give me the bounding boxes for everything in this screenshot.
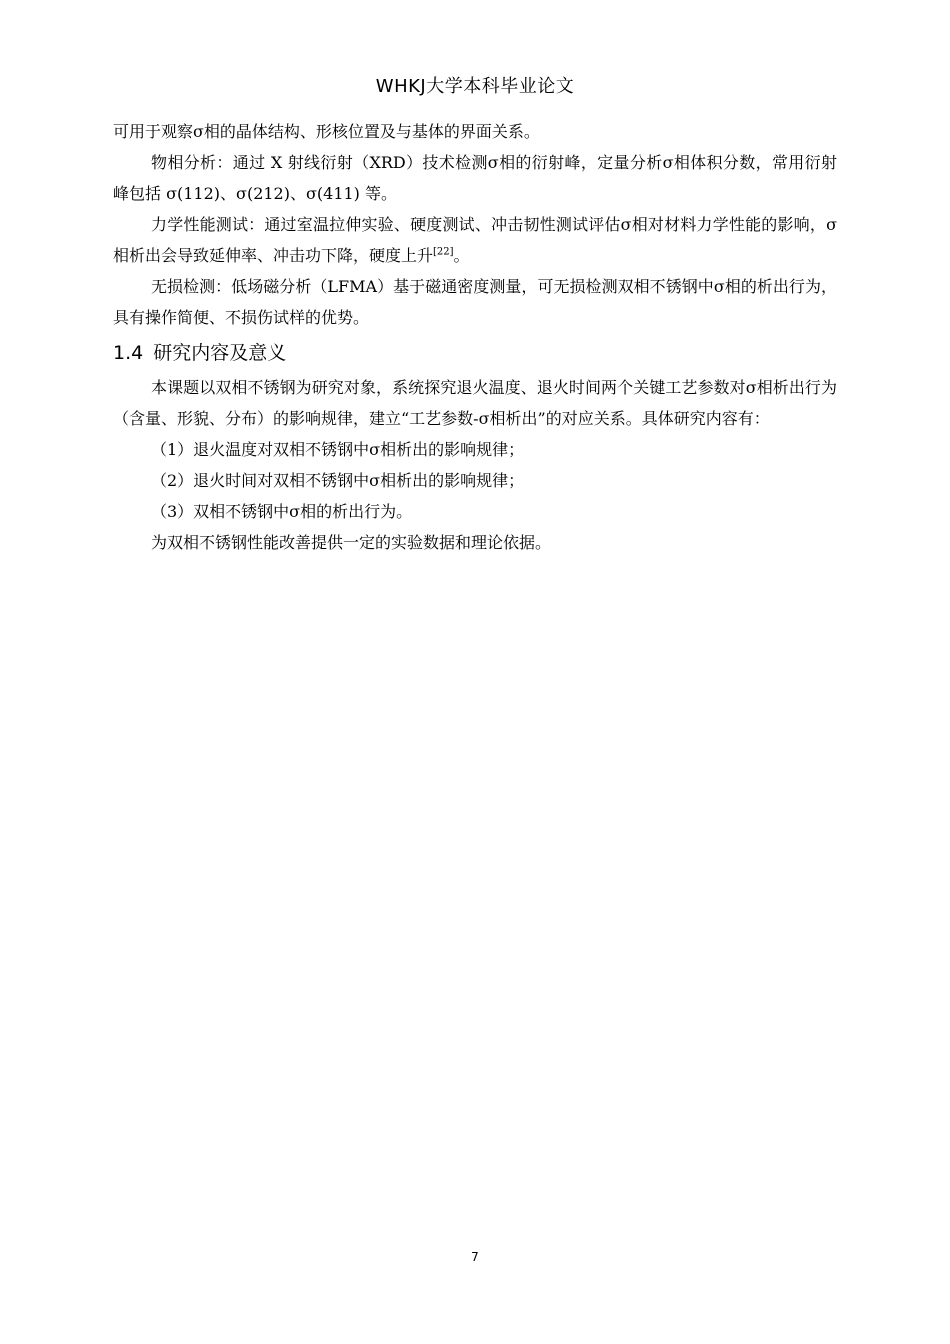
list-item: （2）退火时间对双相不锈钢中σ相析出的影响规律； bbox=[151, 471, 525, 490]
list-item: （1）退火温度对双相不锈钢中σ相析出的影响规律； bbox=[151, 440, 525, 459]
mechanical-testing-text: 力学性能测试：通过室温拉伸实验、硬度测试、冲击韧性测试评估σ相对材料力学性能的影响，σ相析出会导致延伸率、冲击功下降，硬度上升 bbox=[113, 215, 837, 265]
page-header: WHKJ大学本科毕业论文 bbox=[375, 76, 575, 97]
section-heading bbox=[113, 337, 837, 369]
paragraph-mechanical-testing bbox=[113, 209, 837, 271]
paragraph-nondestructive-testing: 无损检测：低场磁分析（LFMA）基于磁通密度测量，可无损检测双相不锈钢中σ相的析出行为，具有操作简便、不损伤试样的优势。 bbox=[113, 277, 837, 327]
section-number: 1.4 bbox=[113, 342, 144, 364]
page-number: 7 bbox=[471, 1250, 479, 1264]
paragraph-section-intro: 本课题以双相不锈钢为研究对象，系统探究退火温度、退火时间两个关键工艺参数对σ相析出行为（含量、形貌、分布）的影响规律，建立“工艺参数-σ相析出”的对应关系。具体研究内容有： bbox=[113, 378, 837, 428]
page-content bbox=[113, 116, 837, 558]
section-title: 研究内容及意义 bbox=[153, 342, 287, 364]
paragraph-phase-analysis: 物相分析：通过 X 射线衍射（XRD）技术检测σ相的衍射峰，定量分析σ相体积分数，常用衍射峰包括 σ(112)、σ(212)、σ(411) 等。 bbox=[113, 153, 837, 203]
paragraph-closing: 为双相不锈钢性能改善提供一定的实验数据和理论依据。 bbox=[151, 533, 552, 552]
mechanical-testing-end: 。 bbox=[453, 246, 470, 265]
citation-22[interactable]: [22] bbox=[433, 246, 454, 258]
list-item: （3）双相不锈钢中σ相的析出行为。 bbox=[151, 502, 413, 521]
paragraph-continuation: 可用于观察σ相的晶体结构、形核位置及与基体的界面关系。 bbox=[113, 122, 540, 141]
